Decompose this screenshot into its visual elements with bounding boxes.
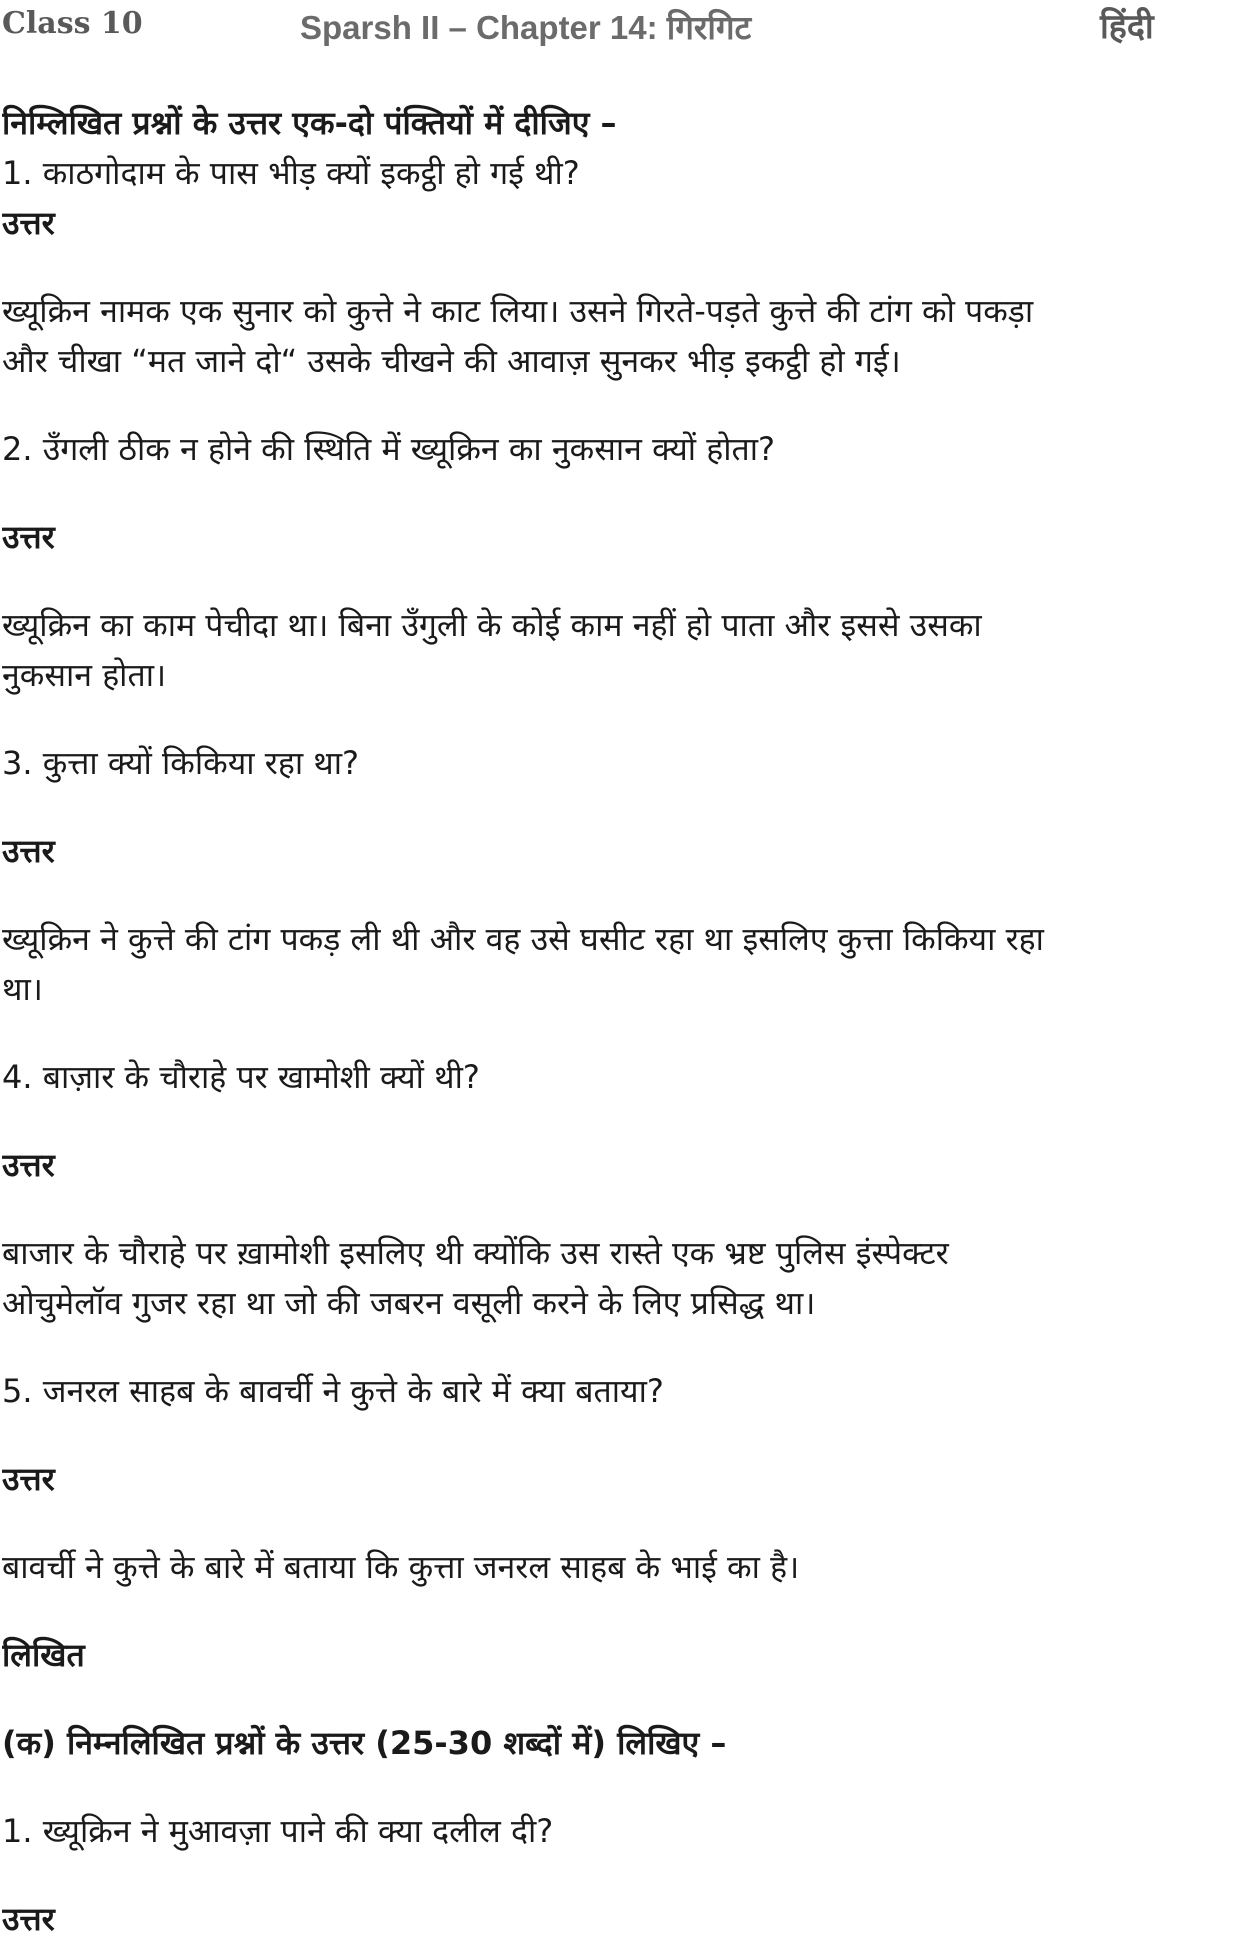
question-4: 4. बाज़ार के चौराहे पर खामोशी क्यों थी? [2, 1058, 480, 1096]
answer-2-line-2: नुकसान होता। [2, 656, 167, 694]
question-5: 5. जनरल साहब के बावर्ची ने कुत्ते के बारे में क्या बताया? [2, 1372, 664, 1410]
chapter-title: Sparsh II – Chapter 14: गिरगिट [300, 9, 752, 46]
answer-2-line-1: ख्यूक्रिन का काम पेचीदा था। बिना उँगुली के कोई काम नहीं हो पाता और इससे उसका [2, 606, 982, 644]
answer-label-3: उत्तर [2, 832, 55, 870]
answer-1-line-2: और चीखा “मत जाने दो“ उसके चीखने की आवाज़ सुनकर भीड़ इकट्ठी हो गई। [2, 342, 901, 380]
class-label: Class 10 [2, 6, 143, 41]
answer-label-4: उत्तर [2, 1146, 55, 1184]
answer-3-line-2: था। [2, 970, 43, 1008]
written-section-subheading: (क) निम्नलिखित प्रश्नों के उत्तर (25-30 शब्दों में) लिखिए – [2, 1724, 727, 1762]
answer-label-2: उत्तर [2, 518, 55, 556]
answer-4-line-1: बाजार के चौराहे पर ख़ामोशी इसलिए थी क्योंकि उस रास्ते एक भ्रष्ट पुलिस इंस्पेक्टर [2, 1234, 949, 1272]
answer-label-5: उत्तर [2, 1460, 55, 1498]
page-header [0, 0, 1241, 54]
question-3: 3. कुत्ता क्यों किकिया रहा था? [2, 744, 359, 782]
written-question-1: 1. ख्यूक्रिन ने मुआवज़ा पाने की क्या दलील दी? [2, 1812, 554, 1850]
written-section-heading: लिखित [2, 1636, 85, 1674]
question-2: 2. उँगली ठीक न होने की स्थिति में ख्यूक्रिन का नुकसान क्यों होता? [2, 430, 776, 468]
answer-label-1: उत्तर [2, 204, 55, 242]
section-heading: निम्लिखित प्रश्नों के उत्तर एक-दो पंक्तियों में दीजिए – [2, 104, 617, 142]
written-answer-label-1: उत्तर [2, 1900, 55, 1938]
subject-label: हिंदी [1100, 7, 1154, 47]
answer-1-line-1: ख्यूक्रिन नामक एक सुनार को कुत्ते ने काट लिया। उसने गिरते-पड़ते कुत्ते की टांग को पकड़ा [2, 292, 1034, 330]
document-body [2, 98, 1236, 1944]
answer-3-line-1: ख्यूक्रिन ने कुत्ते की टांग पकड़ ली थी और वह उसे घसीट रहा था इसलिए कुत्ता किकिया रहा [2, 920, 1044, 958]
answer-4-line-2: ओचुमेलॉव गुजर रहा था जो की जबरन वसूली करने के लिए प्रसिद्ध था। [2, 1284, 816, 1322]
answer-5-line-1: बावर्ची ने कुत्ते के बारे में बताया कि कुत्ता जनरल साहब के भाई का है। [2, 1548, 800, 1586]
question-1: 1. काठगोदाम के पास भीड़ क्यों इकट्ठी हो गई थी? [2, 154, 580, 192]
